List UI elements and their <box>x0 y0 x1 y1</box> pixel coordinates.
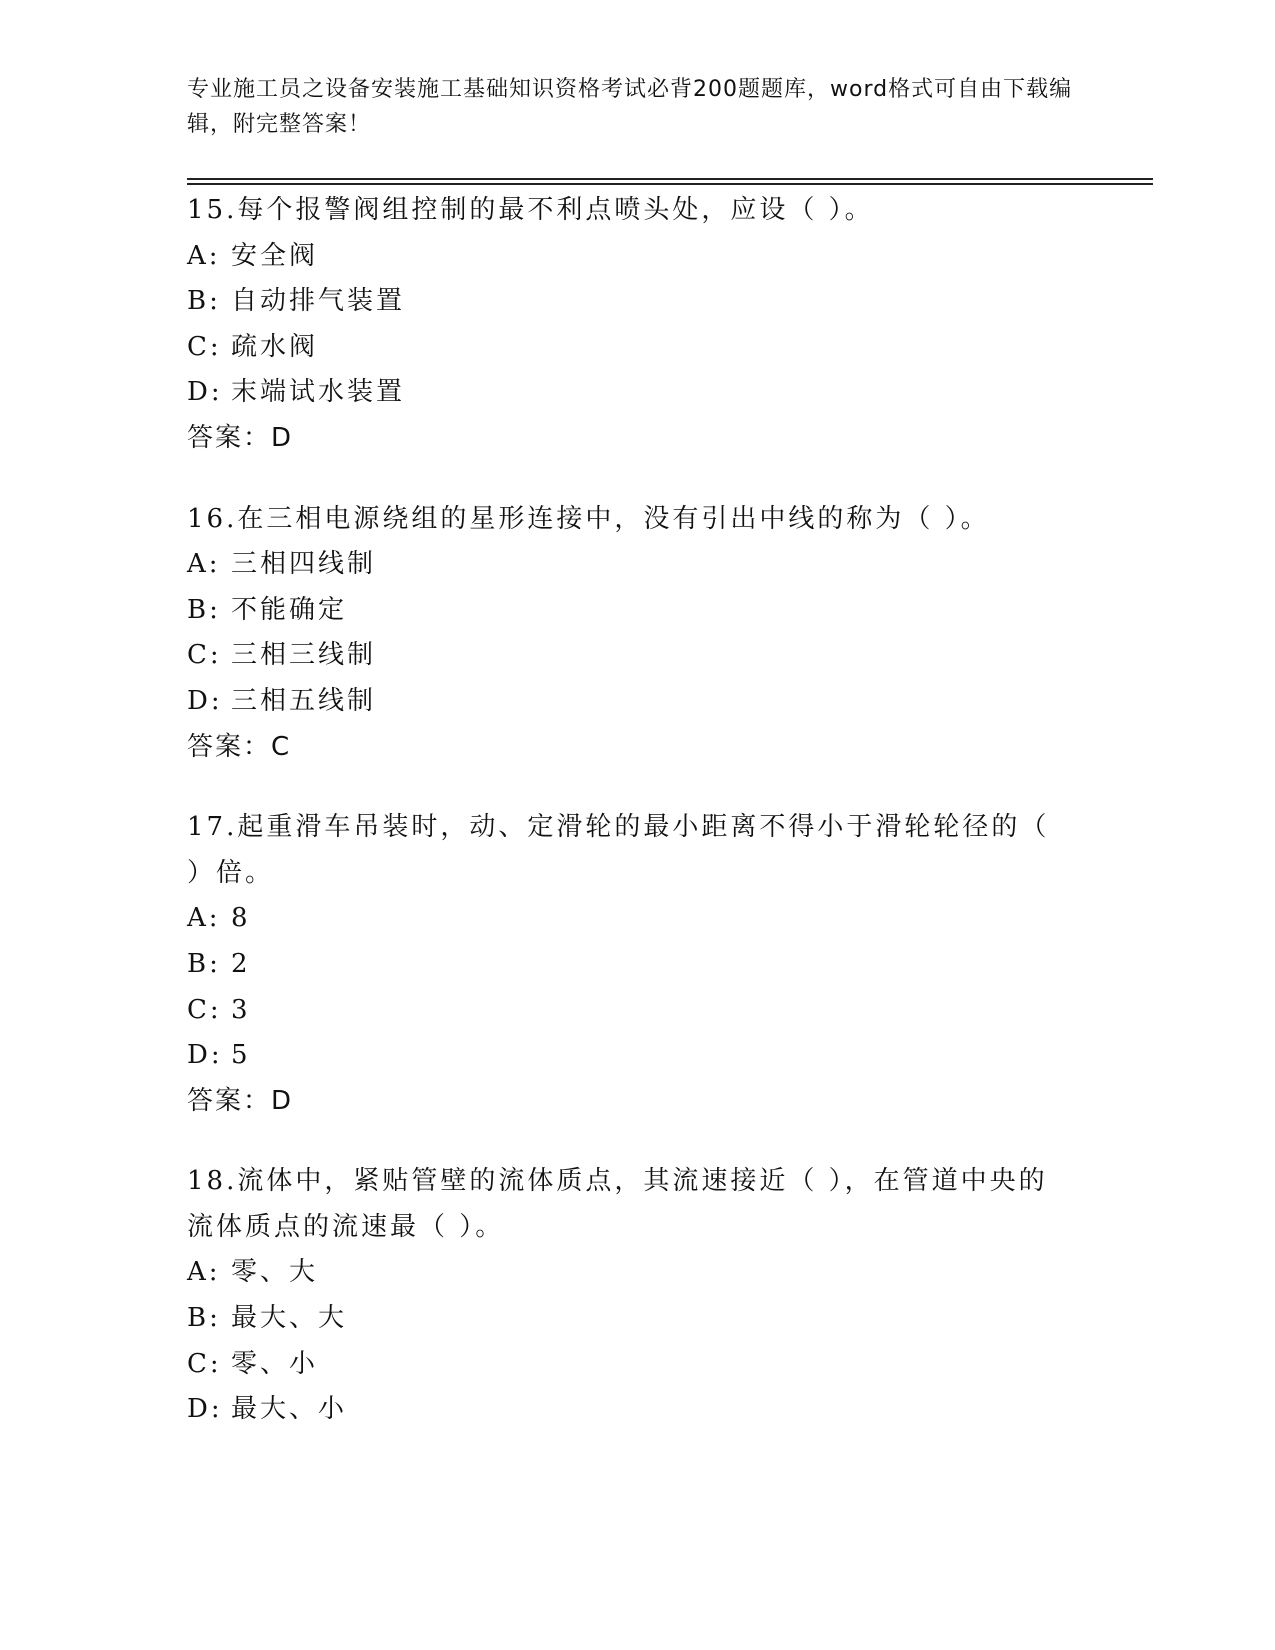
option-letter: B: <box>187 948 221 979</box>
answer-line: 答案：D <box>187 422 294 453</box>
option-b <box>187 1296 1087 1342</box>
option-letter: C: <box>187 1348 222 1379</box>
option-d <box>187 1387 1087 1433</box>
option-c <box>187 633 1087 679</box>
option-letter: A: <box>187 1257 221 1288</box>
option-letter: D: <box>187 685 223 716</box>
header-divider-top <box>187 178 1153 180</box>
option-text: 3 <box>231 994 251 1025</box>
question-18 <box>187 1159 1087 1433</box>
option-text: 三相三线制 <box>231 640 377 671</box>
option-text: 安全阀 <box>231 240 319 271</box>
option-d <box>187 370 1087 416</box>
option-letter: D: <box>187 1394 223 1425</box>
option-text: 8 <box>231 903 251 934</box>
option-text: 5 <box>231 1040 251 1071</box>
option-text: 最大、小 <box>231 1394 348 1425</box>
question-list <box>187 188 1087 1468</box>
question-text: 17.起重滑车吊装时，动、定滑轮的最小距离不得小于滑轮轮径的（ ）倍。 <box>187 812 1050 888</box>
header-divider-bottom <box>187 183 1153 185</box>
option-c <box>187 1342 1087 1388</box>
option-letter: B: <box>187 594 221 625</box>
option-b <box>187 588 1087 634</box>
option-text: 零、大 <box>231 1257 319 1288</box>
answer-line: 答案：D <box>187 1085 294 1116</box>
option-b <box>187 279 1087 325</box>
option-letter: B: <box>187 286 221 317</box>
option-letter: A: <box>187 549 221 580</box>
option-text: 末端试水装置 <box>231 377 406 408</box>
option-letter: B: <box>187 1303 221 1334</box>
option-b <box>187 942 1087 988</box>
option-text: 疏水阀 <box>231 331 319 362</box>
option-text: 2 <box>231 948 251 979</box>
option-d <box>187 1033 1087 1079</box>
option-c <box>187 325 1087 371</box>
question-text: 15.每个报警阀组控制的最不利点喷头处，应设（ ）。 <box>187 195 874 225</box>
question-text: 16.在三相电源绕组的星形连接中，没有引出中线的称为（ ）。 <box>187 503 990 534</box>
option-c <box>187 988 1087 1034</box>
question-16 <box>187 497 1087 771</box>
option-letter: C: <box>187 994 222 1025</box>
option-letter: C: <box>187 331 222 362</box>
option-letter: A: <box>187 903 221 934</box>
option-text: 三相四线制 <box>231 549 377 580</box>
option-letter: A: <box>187 240 221 271</box>
option-a <box>187 234 1087 280</box>
option-text: 三相五线制 <box>231 685 377 716</box>
question-17 <box>187 805 1087 1124</box>
option-a <box>187 896 1087 942</box>
option-letter: D: <box>187 1040 223 1071</box>
option-a <box>187 1250 1087 1296</box>
option-text: 最大、大 <box>231 1303 348 1334</box>
option-letter: C: <box>187 640 222 671</box>
question-15 <box>187 188 1087 462</box>
option-text: 零、小 <box>231 1348 319 1379</box>
option-text: 不能确定 <box>231 594 348 625</box>
document-header: 专业施工员之设备安装施工基础知识资格考试必背200题题库，word格式可自由下载编辑，附完整答案！ <box>187 77 1073 137</box>
option-letter: D: <box>187 377 223 408</box>
option-text: 自动排气装置 <box>231 286 406 317</box>
option-d <box>187 679 1087 725</box>
answer-line: 答案：C <box>187 731 292 762</box>
question-text: 18.流体中，紧贴管壁的流体质点，其流速接近（ ），在管道中央的流体质点的流速最（ ）。 <box>187 1166 1048 1242</box>
option-a <box>187 542 1087 588</box>
